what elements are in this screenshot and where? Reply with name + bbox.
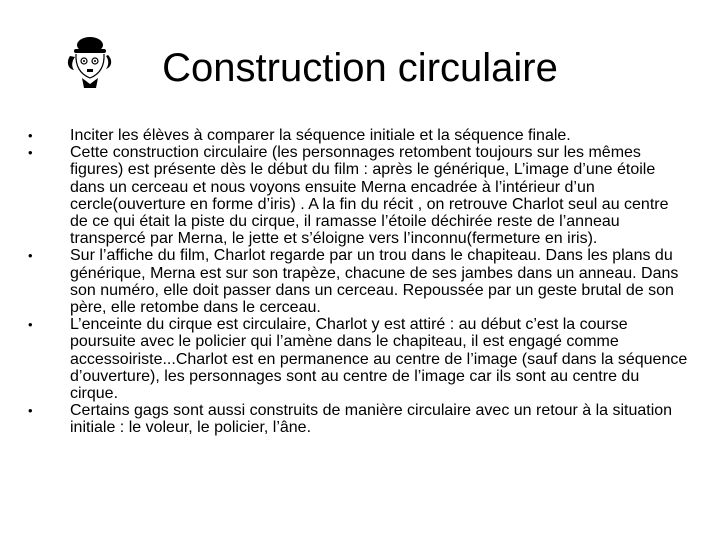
bullet-dot-icon: • — [28, 403, 33, 419]
bullet-item — [28, 127, 688, 144]
bullet-text: L’enceinte du cirque est circulaire, Charlot y est attiré : au début c’est la course poursuite avec le policier qui l’amène dans le chapiteau, il est engagé comme accessoiriste...Charlot est en permanence au centre de l’image (sauf dans la séquence d’ouverture), les personnages sont au centre de l’image car ils sont au centre du cirque. — [70, 316, 688, 403]
bullet-list — [28, 127, 688, 437]
bullet-dot-icon: • — [28, 248, 33, 264]
bullet-dot-icon: • — [28, 145, 33, 161]
bullet-dot-icon: • — [28, 317, 33, 333]
bullet-item — [28, 144, 688, 247]
bullet-item — [28, 247, 688, 316]
bullet-item — [28, 402, 688, 436]
bullet-text: Certains gags sont aussi construits de manière circulaire avec un retour à la situation initiale : le voleur, le policier, l’âne. — [70, 402, 673, 437]
bullet-dot-icon: • — [28, 128, 33, 143]
chaplin-face-icon — [62, 36, 116, 90]
bullet-text: Inciter les élèves à comparer la séquence initiale et la séquence finale. — [70, 127, 571, 144]
bullet-text: Cette construction circulaire (les personnages retombent toujours sur les mêmes figures) est présente dès le début du film : après le générique, L’image d’une étoile dans un cerceau et nous voyons ensuite Merna encadrée à l’intérieur d’un cercle(ouverture en forme d’iris) . A la fin du récit , on retrouve Charlot seul au centre de ce qui était la piste du cirque, il ramasse l’étoile déchirée reste de l’anneau transpercé par Merna, le jette et s’éloigne vers l’inconnu(fermeture en iris). — [70, 144, 669, 248]
bullet-text: Sur l’affiche du film, Charlot regarde par un trou dans le chapiteau. Dans les plans du générique, Merna est sur son trapèze, chacune de ses jambes dans un anneau. Dans son numéro, elle doit passer dans un cerceau. Repoussée par un geste brutal de son père, elle retombe dans le cerceau. — [70, 247, 679, 317]
bullet-item — [28, 316, 688, 402]
slide-title: Construction circulaire — [162, 46, 558, 90]
